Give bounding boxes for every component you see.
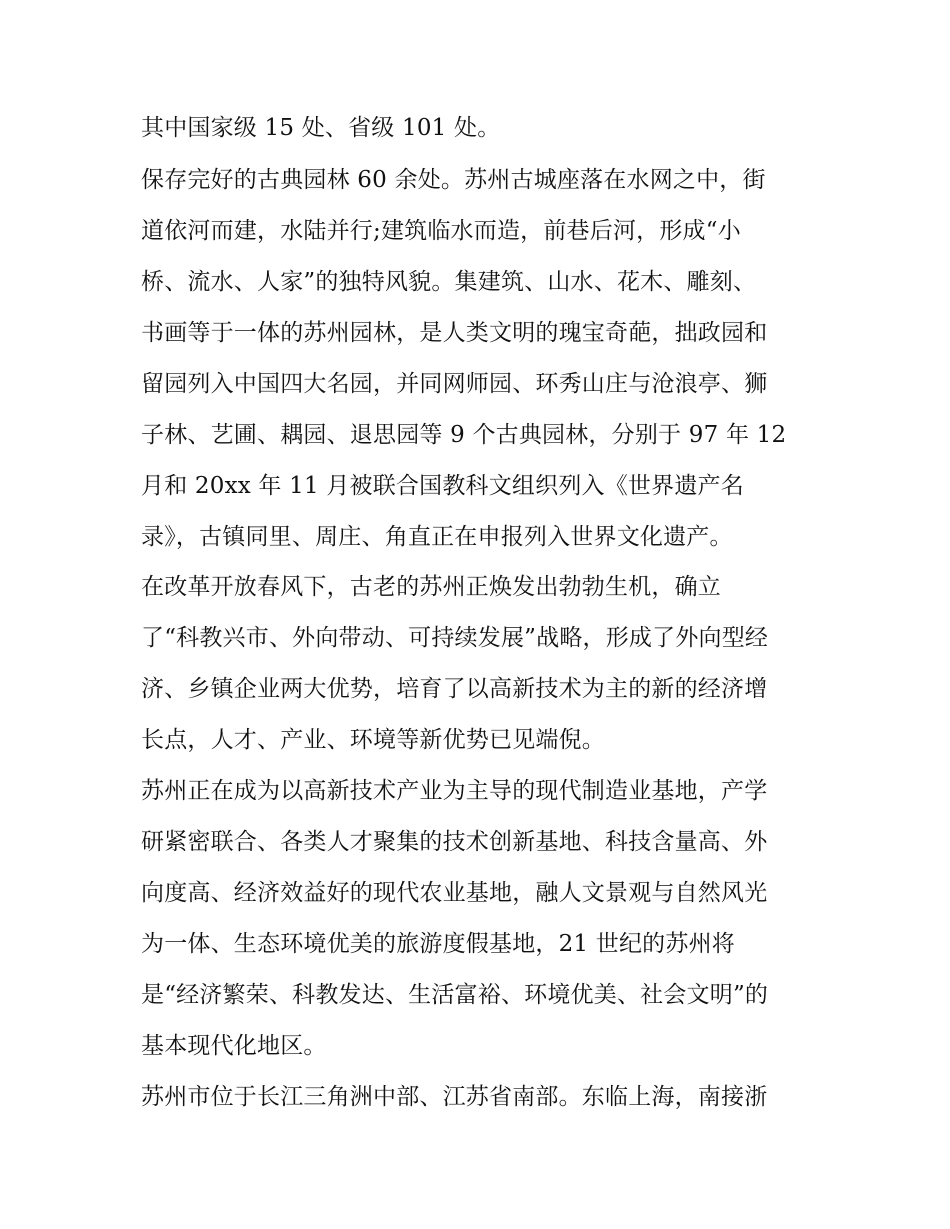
text-line: 留园列入中国四大名园，并同网师园、环秀山庄与沧浪亭、狮	[141, 371, 768, 397]
text-line: 月和 20xx 年 11 月被联合国教科文组织列入《世界遗产名	[141, 473, 744, 499]
text-line: 了“科教兴市、外向带动、可持续发展”战略，形成了外向型经	[141, 625, 769, 651]
text-line: 济、乡镇企业两大优势，培育了以高新技术为主的新的经济增	[141, 676, 768, 702]
text-line: 子林、艺圃、耦园、退思园等 9 个古典园林，分别于 97 年 12	[141, 422, 787, 448]
text-line: 研紧密联合、各类人才聚集的技术创新基地、科技含量高、外	[141, 829, 768, 855]
text-line: 在改革开放春风下，古老的苏州正焕发出勃勃生机，确立	[141, 574, 721, 600]
text-line: 桥、流水、人家”的独特风貌。集建筑、山水、花木、雕刻、	[141, 269, 757, 295]
text-line: 为一体、生态环境优美的旅游度假基地，21 世纪的苏州将	[141, 931, 735, 957]
text-line: 向度高、经济效益好的现代农业基地，融人文景观与自然风光	[141, 880, 768, 906]
text-line: 苏州正在成为以高新技术产业为主导的现代制造业基地，产学	[141, 778, 768, 804]
text-line: 其中国家级 15 处、省级 101 处。	[141, 115, 501, 141]
text-line: 长点，人才、产业、环境等新优势已见端倪。	[141, 727, 605, 753]
text-line: 保存完好的古典园林 60 余处。苏州古城座落在水网之中，街	[141, 167, 766, 193]
text-line: 是“经济繁荣、科教发达、生活富裕、环境优美、社会文明”的	[141, 982, 769, 1008]
text-line: 苏州市位于长江三角洲中部、江苏省南部。东临上海，南接浙	[141, 1084, 768, 1110]
text-line: 道依河而建，水陆并行;建筑临水而造，前巷后河，形成“小	[141, 218, 741, 244]
text-line: 书画等于一体的苏州园林，是人类文明的瑰宝奇葩，拙政园和	[141, 320, 768, 346]
text-line: 录》，古镇同里、周庄、角直正在申报列入世界文化遗产。	[141, 524, 733, 550]
text-line: 基本现代化地区。	[141, 1033, 327, 1059]
